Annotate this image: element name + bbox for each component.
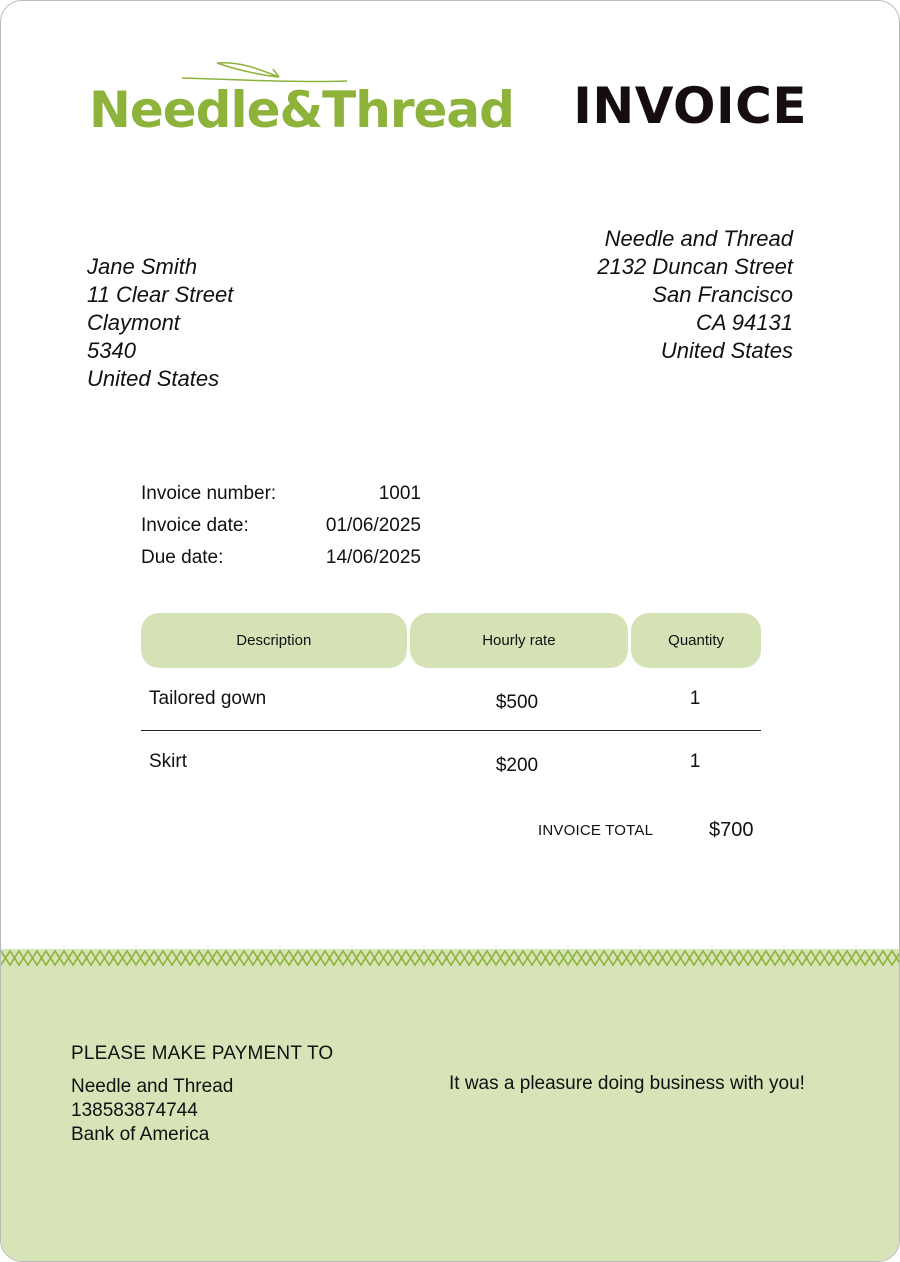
zigzag-border (1, 949, 899, 967)
row-quantity: 1 (689, 751, 701, 772)
row-rate: $500 (495, 692, 539, 713)
due-date-row (141, 545, 421, 577)
payment-heading: PLEASE MAKE PAYMENT TO (71, 1043, 334, 1064)
logo-text: Needle&Thread (89, 81, 514, 139)
invoice-meta (141, 481, 421, 577)
brand-logo (87, 57, 517, 147)
bank-name: Bank of America (71, 1124, 210, 1145)
company-name: Needle and Thread (604, 226, 793, 251)
payee-name: Needle and Thread (71, 1076, 234, 1097)
company-city: San Francisco (652, 282, 793, 307)
invoice-number-label: Invoice number: (141, 483, 277, 504)
row-rate: $200 (495, 755, 539, 776)
client-address (87, 253, 233, 393)
payment-details (71, 1075, 233, 1147)
page-title: INVOICE (573, 77, 807, 135)
invoice-date-row (141, 513, 421, 545)
invoice-number-row (141, 481, 421, 513)
table-row (141, 731, 761, 793)
client-name: Jane Smith (87, 254, 198, 279)
header-description: Description (141, 613, 407, 668)
invoice-total-value: $700 (709, 819, 754, 841)
company-street: 2132 Duncan Street (597, 254, 793, 279)
client-city: Claymont (87, 310, 180, 335)
due-date-label: Due date: (141, 547, 224, 568)
invoice-number-value: 1001 (378, 483, 421, 504)
client-street: 11 Clear Street (87, 282, 234, 307)
client-postcode: 5340 (87, 338, 136, 363)
header-quantity: Quantity (631, 613, 761, 668)
row-description: Tailored gown (149, 688, 267, 709)
row-quantity: 1 (689, 688, 701, 709)
thank-you-note: It was a pleasure doing business with you! (449, 1073, 805, 1094)
due-date-value: 14/06/2025 (325, 547, 421, 568)
client-country: United States (87, 366, 220, 391)
line-items-table (141, 613, 761, 793)
account-number: 138583874744 (71, 1100, 198, 1121)
company-country: United States (660, 338, 793, 363)
header-hourly-rate: Hourly rate (410, 613, 629, 668)
invoice-date-label: Invoice date: (141, 515, 249, 536)
row-description: Skirt (149, 751, 187, 772)
invoice-total-label: INVOICE TOTAL (538, 822, 654, 839)
table-row (141, 668, 761, 731)
company-state-zip: CA 94131 (695, 310, 793, 335)
invoice-date-value: 01/06/2025 (325, 515, 421, 536)
table-header (141, 613, 761, 668)
footer-panel (1, 949, 899, 1261)
company-address (597, 225, 793, 365)
